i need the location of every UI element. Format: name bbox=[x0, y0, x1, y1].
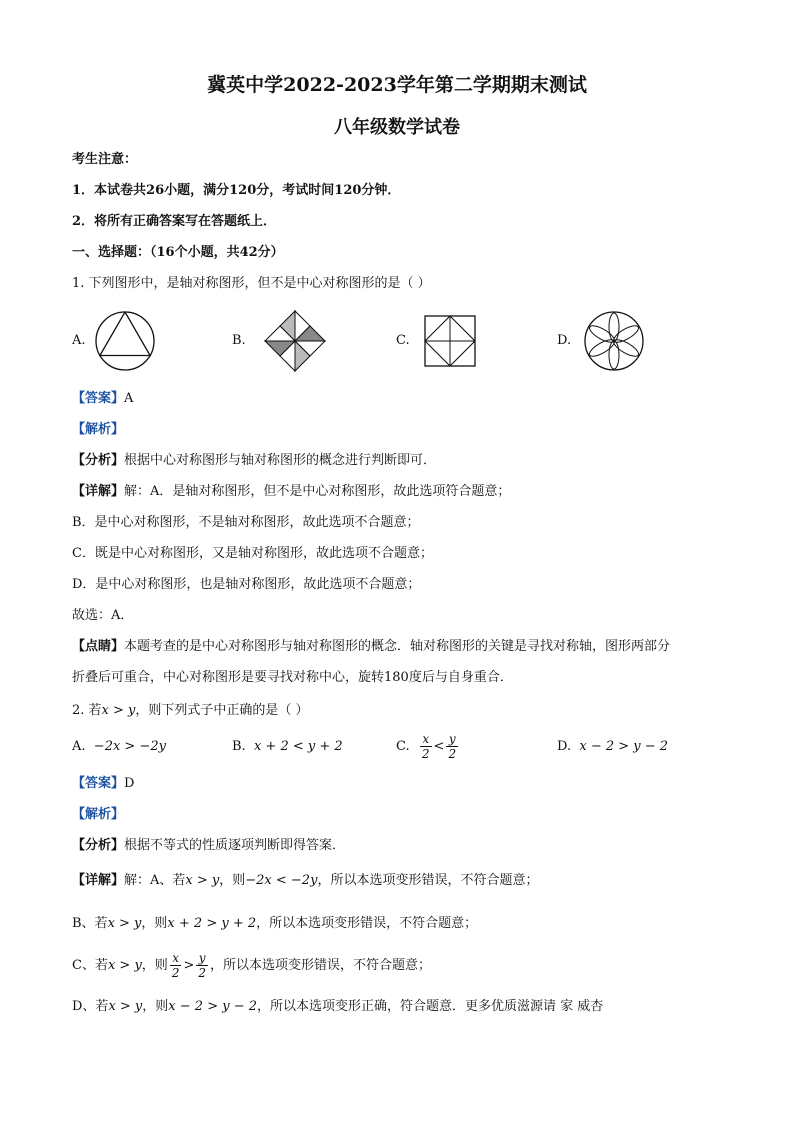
q2-option-b-expr: x + 2 < y + 2 bbox=[253, 739, 343, 754]
q2-option-a bbox=[72, 737, 166, 757]
xj-c-post: ，所以本选项变形错误，不符合题意； bbox=[210, 958, 432, 973]
xj-c-frac-x: $\frac{x}{2}$ bbox=[171, 951, 180, 980]
pinwheel-figure bbox=[260, 306, 330, 376]
q2-option-b-label: B. bbox=[232, 739, 246, 754]
q2-xiangjie-a bbox=[72, 871, 538, 891]
q2-option-d-label: D. bbox=[557, 739, 572, 754]
question-2-stem bbox=[72, 701, 309, 721]
xj-b-pre: B、若 bbox=[72, 916, 108, 931]
xj-c-cond: x > y bbox=[107, 958, 142, 973]
q1-option-c-label: C. bbox=[396, 333, 410, 348]
q1-option-a-label: A. bbox=[72, 333, 86, 348]
xj-d-cond: x > y bbox=[108, 999, 143, 1014]
page-subtitle: 八年级数学试卷 bbox=[334, 117, 460, 138]
page-title: 冀英中学2022-2023学年第二学期期末测试 bbox=[207, 74, 587, 96]
q1-line-b: B．是中心对称图形，不是轴对称图形，故此选项不合题意； bbox=[72, 515, 420, 530]
notice-heading: 考生注意： bbox=[72, 152, 138, 167]
q1-choose: 故选：A． bbox=[72, 608, 134, 623]
flower-circle-figure bbox=[582, 309, 646, 373]
answer-tag: 【答案】 bbox=[72, 391, 125, 406]
q2-option-d bbox=[557, 737, 668, 757]
q1-dianjing-2: 折叠后可重合，中心对称图形是要寻找对称中心，旋转180度后与自身重合． bbox=[72, 670, 513, 685]
q2-stem-post: ，则下列式子中正确的是（ ） bbox=[135, 703, 309, 718]
q2-stem-pre: 2. 若 bbox=[72, 703, 102, 718]
xj-b-cond: x > y bbox=[107, 916, 142, 931]
q1-fenxi bbox=[72, 451, 436, 471]
xj-c-frac-y: $\frac{y}{2}$ bbox=[198, 951, 206, 980]
circle-triangle-figure bbox=[93, 309, 157, 373]
xj-a-mid: ，则 bbox=[219, 873, 246, 888]
analysis-tag: 【解析】 bbox=[72, 422, 125, 437]
answer-tag: 【答案】 bbox=[72, 776, 125, 791]
xj-d-mid: ，则 bbox=[142, 999, 169, 1014]
q2-analysis-tag bbox=[72, 805, 124, 825]
q2-option-d-expr: x − 2 > y − 2 bbox=[579, 739, 669, 754]
dianjing-text-1: 本题考查的是中心对称图形与轴对称图形的概念．轴对称图形的关键是寻找对称轴，图形两部分 bbox=[124, 639, 671, 654]
xiangjie-tag: 【详解】 bbox=[72, 484, 125, 499]
q2-option-a-label: A. bbox=[72, 739, 86, 754]
xj-d-pre: D、若 bbox=[72, 999, 109, 1014]
notice-line-1: 1．本试卷共26小题，满分120分，考试时间120分钟． bbox=[72, 183, 401, 198]
xiangjie-tag: 【详解】 bbox=[72, 873, 125, 888]
xj-a-pre: 解：A、若 bbox=[124, 873, 186, 888]
q2-option-c-op: < bbox=[433, 739, 445, 754]
notice-line-2: 2．将所有正确答案写在答题纸上． bbox=[72, 214, 277, 229]
q1-line-c: C．既是中心对称图形，又是轴对称图形，故此选项不合题意； bbox=[72, 546, 433, 561]
square-diamond-figure bbox=[423, 314, 477, 368]
q1-option-b-label: B. bbox=[232, 333, 246, 348]
fenxi-text: 根据中心对称图形与轴对称图形的概念进行判断即可． bbox=[124, 453, 437, 468]
answer-value: D bbox=[124, 776, 135, 791]
xj-a-expr: −2x < −2y bbox=[245, 873, 318, 888]
question-1-stem: 1. 下列图形中，是轴对称图形，但不是中心对称图形的是（ ） bbox=[72, 276, 431, 291]
dianjing-tag: 【点睛】 bbox=[72, 639, 125, 654]
xj-d-expr: x − 2 > y − 2 bbox=[168, 999, 257, 1014]
xj-b-mid: ，则 bbox=[141, 916, 168, 931]
q2-xiangjie-d bbox=[72, 997, 603, 1017]
q2-option-c-frac-y: $\frac{y}{2}$ bbox=[448, 732, 457, 761]
fenxi-text: 根据不等式的性质逐项判断即得答案． bbox=[124, 838, 346, 853]
q2-option-c-frac-x: $\frac{x}{2}$ bbox=[421, 732, 430, 761]
q2-answer bbox=[72, 774, 134, 794]
q1-xiangjie bbox=[72, 482, 510, 502]
xj-b-post: ，所以本选项变形错误，不符合题意； bbox=[256, 916, 478, 931]
q2-xiangjie-c bbox=[72, 948, 431, 984]
q2-stem-cond: x > y bbox=[101, 703, 136, 718]
analysis-tag: 【解析】 bbox=[72, 807, 125, 822]
q2-fenxi bbox=[72, 836, 345, 856]
q2-option-b bbox=[232, 737, 343, 757]
section-heading: 一、选择题：（16个小题，共42分） bbox=[72, 245, 284, 260]
q2-xiangjie-b bbox=[72, 914, 477, 934]
xj-b-expr: x + 2 > y + 2 bbox=[167, 916, 257, 931]
xj-c-pre: C、若 bbox=[72, 958, 108, 973]
q1-option-d-label: D. bbox=[557, 333, 572, 348]
q1-analysis-tag bbox=[72, 420, 124, 440]
q1-answer bbox=[72, 389, 133, 409]
xj-c-op: > bbox=[183, 958, 195, 973]
xj-a-cond: x > y bbox=[185, 873, 220, 888]
q1-dianjing-1 bbox=[72, 637, 670, 657]
q2-option-c-label: C. bbox=[396, 739, 410, 754]
fenxi-tag: 【分析】 bbox=[72, 838, 125, 853]
xj-c-mid: ，则 bbox=[141, 958, 168, 973]
q2-option-c bbox=[396, 729, 460, 765]
answer-value: A bbox=[124, 391, 134, 406]
fenxi-tag: 【分析】 bbox=[72, 453, 125, 468]
xiangjie-text: 解：A．是轴对称图形，但不是中心对称图形，故此选项符合题意； bbox=[124, 484, 511, 499]
q2-option-a-expr: −2x > −2y bbox=[93, 739, 166, 754]
q1-line-d: D．是中心对称图形，也是轴对称图形，故此选项不合题意； bbox=[72, 577, 421, 592]
xj-a-post: ，所以本选项变形错误，不符合题意； bbox=[317, 873, 539, 888]
xj-d-post: ，所以本选项变形正确，符合题意．更多优质滋源请 家 威杏 bbox=[257, 999, 604, 1014]
